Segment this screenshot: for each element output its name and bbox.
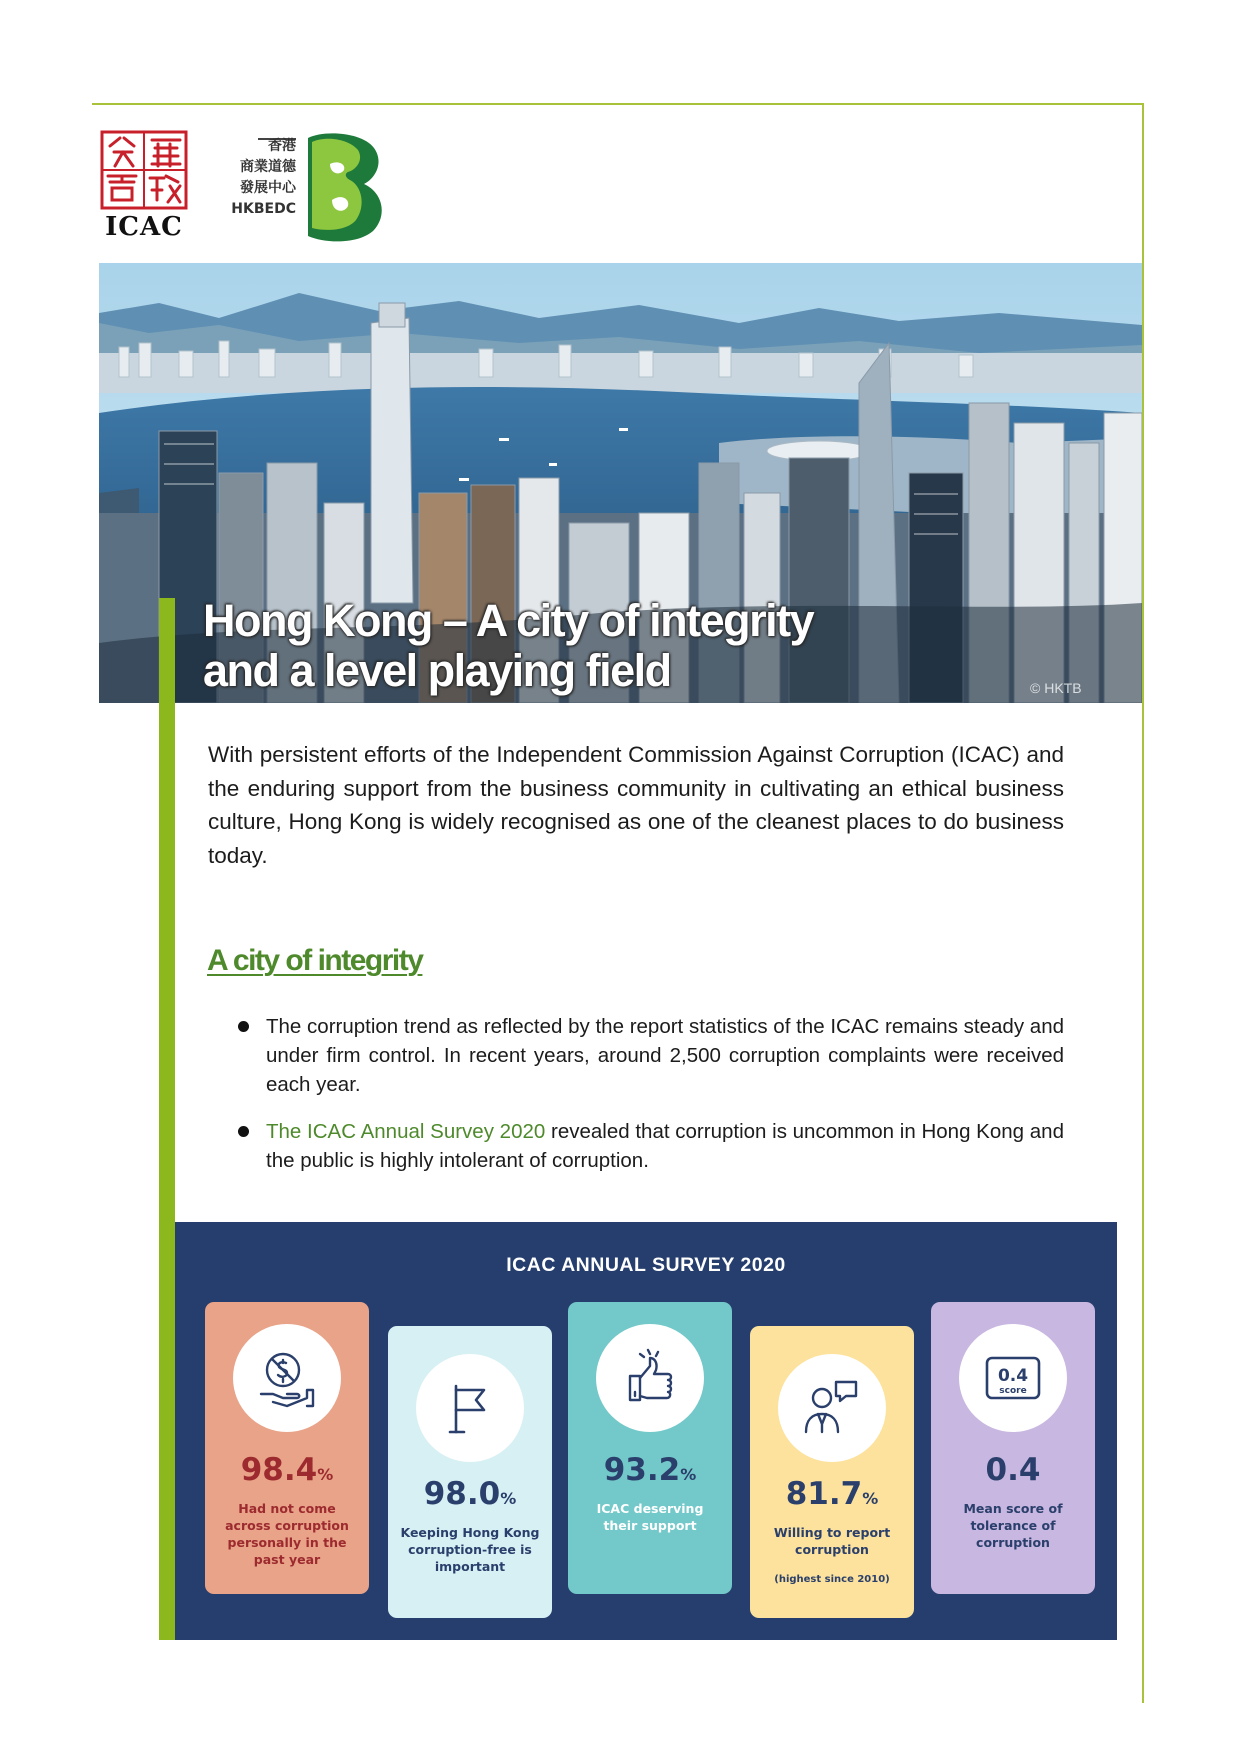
- intro-paragraph: With persistent efforts of the Independent Commission Against Corruption (ICAC) and the enduring support from the business community in cultivating an ethical business culture, Hong Kong is widely recognised as one of the cleanest places to do business today.: [208, 742, 1064, 868]
- survey-figure-value: 93.2: [603, 1452, 681, 1488]
- survey-icon-circle: [959, 1324, 1067, 1432]
- no-money-hand-icon: [255, 1346, 319, 1410]
- survey-figure: [388, 1476, 552, 1512]
- hkbedc-logo: [218, 130, 388, 245]
- survey-caption: Had not come across corruption personally in the past year: [225, 1501, 349, 1567]
- hero-title: [203, 596, 963, 696]
- score-box-icon: [981, 1346, 1045, 1410]
- accent-bar: [159, 598, 175, 1640]
- hkbedc-line-3: 發展中心: [240, 180, 296, 196]
- flag-icon: [438, 1376, 502, 1440]
- survey-caption: Mean score of tolerance of corruption: [963, 1501, 1063, 1550]
- survey-figure: [750, 1476, 914, 1512]
- bullet-item: [236, 1012, 1064, 1099]
- survey-figure: [205, 1452, 369, 1488]
- photo-credit: © HKTB: [1030, 680, 1082, 696]
- survey-figure-unit: %: [500, 1489, 517, 1508]
- survey-figure-value: 98.0: [423, 1476, 501, 1512]
- survey-caption: ICAC deserving their support: [596, 1501, 704, 1533]
- survey-card-willing-report: [750, 1326, 914, 1618]
- survey-figure-unit: %: [862, 1489, 879, 1508]
- survey-figure: [931, 1452, 1095, 1488]
- survey-icon-circle: [778, 1354, 886, 1462]
- person-speech-icon: [800, 1376, 864, 1440]
- icac-wordmark: ICAC: [105, 212, 183, 242]
- survey-card-icac-support: [568, 1302, 732, 1594]
- survey-figure-value: 98.4: [240, 1452, 318, 1488]
- survey-caption: Willing to report corruption: [773, 1525, 891, 1557]
- survey-figure-value: 0.4: [985, 1452, 1041, 1488]
- bullet-dot-icon: [238, 1021, 249, 1032]
- bullet-text: The corruption trend as reflected by the report statistics of the ICAC remains steady and under firm control. In recent years, around 2,500 corruption complaints were received each year.: [266, 1015, 1064, 1096]
- hkbedc-text: [218, 136, 296, 220]
- score-box-label: score: [999, 1386, 1027, 1396]
- bullet-text: revealed that corruption is uncommon in Hong Kong and the public is highly intolerant of corruption.: [266, 1120, 1064, 1172]
- survey-icon-circle: [233, 1324, 341, 1432]
- frame-right-line: [1142, 103, 1144, 1703]
- survey-figure-unit: %: [680, 1465, 697, 1484]
- icac-seal-logo: [100, 130, 188, 210]
- section-heading: A city of integrity: [207, 944, 423, 977]
- survey-infographic: [175, 1222, 1117, 1640]
- frame-top-line: [92, 103, 1144, 105]
- bullet-dot-icon: [238, 1126, 249, 1137]
- survey-note: (highest since 2010): [774, 1574, 890, 1585]
- survey-icon-circle: [596, 1324, 704, 1432]
- survey-card-tolerance-score: [931, 1302, 1095, 1594]
- hero-title-line-1: Hong Kong – A city of integrity: [203, 595, 814, 646]
- hero-title-line-2: and a level playing field: [203, 645, 671, 696]
- survey-card-not-encountered: [205, 1302, 369, 1594]
- icac-logo: [98, 130, 190, 242]
- survey-icon-circle: [416, 1354, 524, 1462]
- hkbedc-b-mark-icon: [304, 130, 386, 245]
- thumbs-up-icon: [618, 1346, 682, 1410]
- bullet-list: [236, 1012, 1064, 1193]
- hkbedc-line-1: 香港: [268, 138, 296, 154]
- score-box-value: 0.4: [997, 1366, 1029, 1386]
- survey-caption: Keeping Hong Kong corruption-free is important: [400, 1525, 540, 1574]
- survey-figure-value: 81.7: [785, 1476, 863, 1512]
- survey-figure: [568, 1452, 732, 1488]
- survey-figure-unit: %: [317, 1465, 334, 1484]
- survey-link-text[interactable]: The ICAC Annual Survey 2020: [266, 1120, 546, 1143]
- hkbedc-line-4: HKBEDC: [231, 201, 296, 217]
- survey-card-corruption-free: [388, 1326, 552, 1618]
- bullet-item: [236, 1117, 1064, 1175]
- hkbedc-line-2: 商業道德: [240, 159, 296, 175]
- survey-title: ICAC ANNUAL SURVEY 2020: [506, 1254, 786, 1276]
